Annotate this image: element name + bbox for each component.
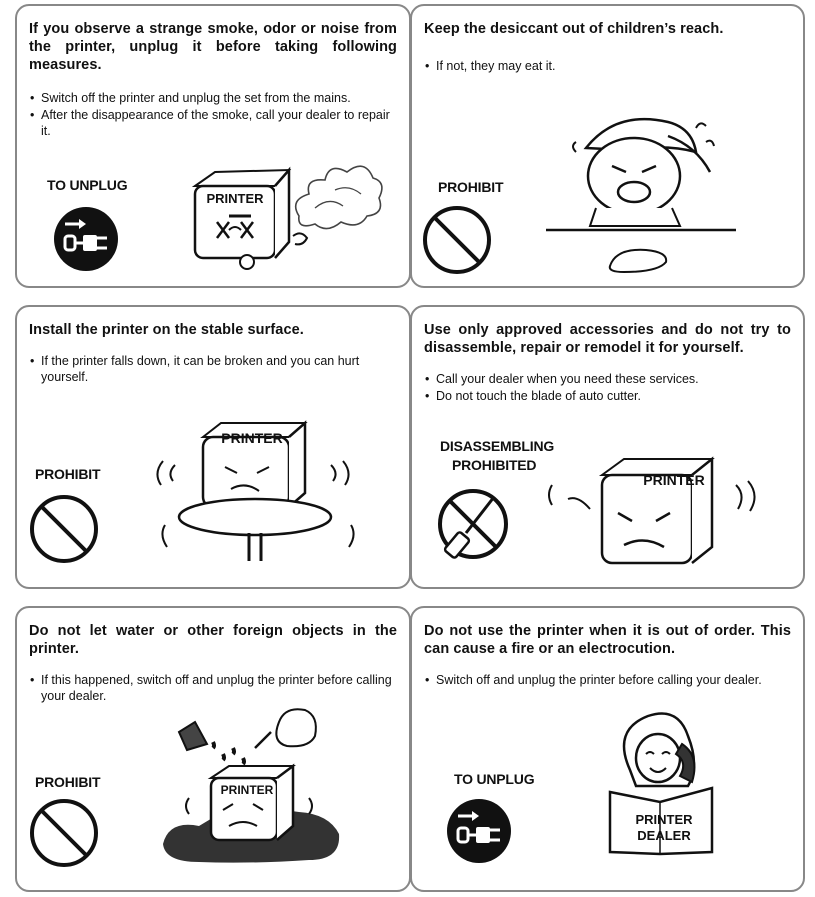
bullet-item: • After the disappearance of the smoke, call your dealer to repair it.	[29, 107, 397, 139]
bullet-item: • If not, they may eat it.	[424, 58, 791, 74]
bullet-item: • Do not touch the blade of auto cutter.	[424, 388, 791, 404]
bullet-list	[424, 371, 791, 405]
illustration-tag-line2: DEALER	[637, 828, 691, 843]
crying-child-illustration	[546, 106, 746, 276]
panel-title: Do not use the printer when it is out of order. This can cause a fire or an electrocution.	[424, 623, 791, 657]
unplug-icon	[53, 206, 119, 272]
panel-title: Install the printer on the stable surface.	[29, 322, 304, 338]
panel-desiccant	[410, 4, 805, 288]
bullet-list	[29, 90, 397, 140]
panel-out-of-order	[410, 606, 805, 892]
illustration-tag: PRINTER	[206, 191, 264, 206]
panel-title: Do not let water or other foreign objects in the printer.	[29, 623, 397, 657]
sign-label: PROHIBIT	[35, 466, 101, 482]
sign-label: TO UNPLUG	[47, 177, 128, 193]
bullet-item: • Call your dealer when you need these services.	[424, 371, 791, 387]
water-spill-illustration	[159, 702, 359, 866]
panel-smoke-odor-noise	[15, 4, 411, 288]
prohibit-icon	[29, 494, 99, 564]
unplug-icon	[446, 798, 512, 864]
bullet-list	[29, 672, 397, 705]
illustration-tag: PRINTER	[643, 472, 705, 488]
bullet-item: • Switch off and unplug the printer before calling your dealer.	[424, 672, 791, 688]
bullet-list	[424, 672, 791, 689]
bullet-list	[29, 353, 397, 386]
sign-label: TO UNPLUG	[454, 771, 535, 787]
no-screwdriver-icon	[436, 487, 510, 561]
bullet-item: • If the printer falls down, it can be broken and you can hurt yourself.	[29, 353, 397, 385]
prohibit-icon	[422, 205, 492, 275]
sign-label-line1: DISASSEMBLING	[440, 438, 555, 454]
bullet-item: • Switch off the printer and unplug the set from the mains.	[29, 90, 397, 106]
panel-stable-surface	[15, 305, 411, 589]
illustration-tag-line1: PRINTER	[635, 812, 693, 827]
panel-title: Keep the desiccant out of children’s reach.	[424, 21, 724, 37]
panel-title: If you observe a strange smoke, odor or noise from the printer, unplug it before taking following measures.	[29, 21, 397, 73]
illustration-tag: PRINTER	[220, 783, 274, 797]
sign-label: PROHIBIT	[35, 774, 101, 790]
prohibit-icon	[29, 798, 99, 868]
panel-water-foreign-objects	[15, 606, 411, 892]
bullet-item: • If this happened, switch off and unplug the printer before calling your dealer.	[29, 672, 397, 704]
panel-title: Use only approved accessories and do not try to disassemble, repair or remodel it for yourself.	[424, 322, 791, 356]
sign-label: PROHIBIT	[438, 179, 504, 195]
bullet-list	[424, 58, 791, 75]
confused-printer-illustration	[552, 455, 782, 575]
wobbly-printer-illustration	[155, 413, 365, 565]
panel-approved-accessories	[410, 305, 805, 589]
illustration-tag: PRINTER	[221, 430, 283, 446]
dealer-phone-illustration	[608, 710, 722, 854]
smoking-printer-illustration	[189, 150, 389, 280]
sign-label-line2: PROHIBITED	[452, 457, 537, 473]
